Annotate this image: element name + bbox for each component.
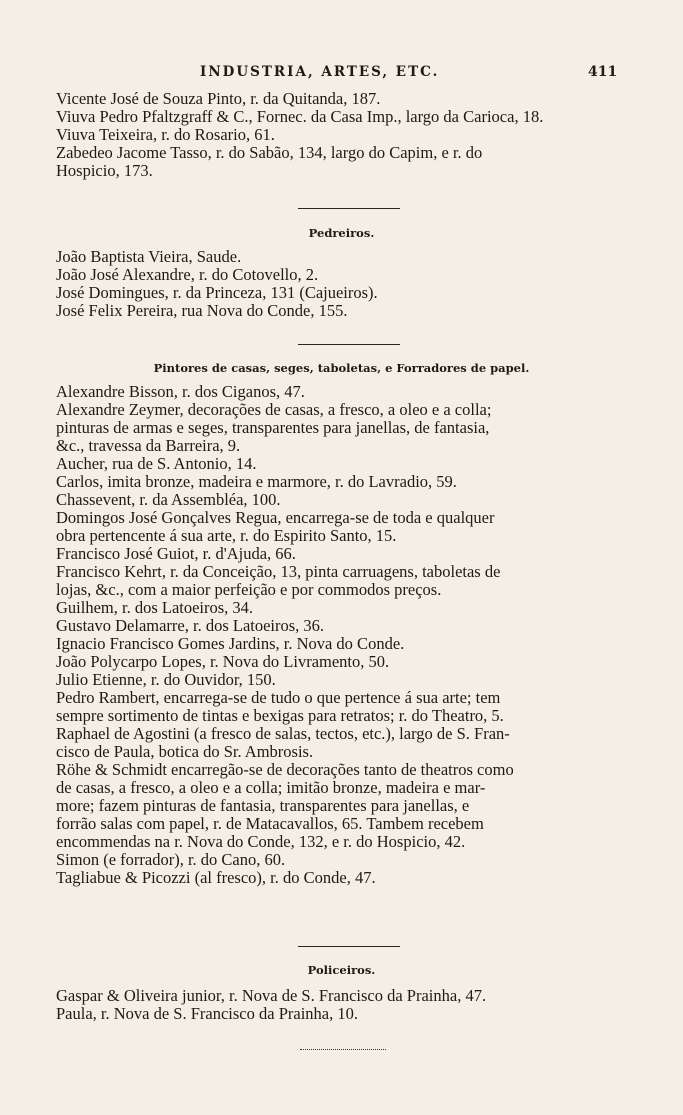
entry-line: José Domingues, r. da Princeza, 131 (Cajueiros). — [56, 283, 378, 302]
pedreiros-list — [56, 248, 636, 320]
list-item — [56, 491, 636, 509]
section-title-policeiros: Policeiros. — [307, 963, 376, 977]
list-item — [56, 284, 636, 302]
entry-line: Chassevent, r. da Assembléa, 100. — [56, 490, 281, 509]
entry-line: Viuva Pedro Pfaltzgraff & C., Fornec. da Casa Imp., largo da Carioca, 18. — [56, 107, 544, 126]
top-entry-list — [56, 90, 636, 180]
entry-line: Carlos, imita bronze, madeira e marmore, r. do Lavradio, 59. — [56, 472, 457, 491]
entry-line: José Felix Pereira, rua Nova do Conde, 155. — [56, 301, 348, 320]
list-item — [56, 689, 636, 725]
list-item — [56, 761, 636, 851]
list-item — [56, 401, 636, 455]
entry-line: Hospicio, 173. — [56, 161, 153, 180]
list-item — [56, 473, 636, 491]
entry-line: Alexandre Zeymer, decorações de casas, a fresco, a oleo e a colla; — [56, 400, 492, 419]
list-item — [56, 851, 636, 869]
section-title-pedreiros: Pedreiros. — [308, 226, 375, 240]
entry-line: Tagliabue & Picozzi (al fresco), r. do Conde, 47. — [56, 868, 376, 887]
list-item — [56, 599, 636, 617]
entry-line: more; fazem pinturas de fantasia, transparentes para janellas, e — [56, 796, 470, 815]
entry-line: João Baptista Vieira, Saude. — [56, 247, 242, 266]
section-title-pintores: Pintores de casas, seges, taboletas, e Forradores de papel. — [153, 361, 530, 375]
entry-line: Aucher, rua de S. Antonio, 14. — [56, 454, 257, 473]
list-item — [56, 108, 636, 126]
list-item — [56, 90, 636, 108]
entry-line: &c., travessa da Barreira, 9. — [56, 436, 241, 455]
entry-line: lojas, &c., com a maior perfeição e por commodos preços. — [56, 580, 442, 599]
entry-line: Gustavo Delamarre, r. dos Latoeiros, 36. — [56, 616, 325, 635]
list-item — [56, 563, 636, 599]
section-divider — [298, 946, 400, 947]
entry-line: forrão salas com papel, r. de Matacavallos, 65. Tambem recebem — [56, 814, 484, 833]
entry-line: de casas, a fresco, a oleo e a colla; imitão bronze, madeira e mar- — [56, 778, 486, 797]
entry-line: Paula, r. Nova de S. Francisco da Prainha, 10. — [56, 1004, 358, 1023]
list-item — [56, 987, 636, 1005]
entry-line: João José Alexandre, r. do Cotovello, 2. — [56, 265, 319, 284]
entry-line: Viuva Teixeira, r. do Rosario, 61. — [56, 125, 275, 144]
entry-line: Julio Etienne, r. do Ouvidor, 150. — [56, 670, 276, 689]
end-rule — [300, 1049, 386, 1050]
list-item — [56, 455, 636, 473]
list-item — [56, 671, 636, 689]
entry-line: Alexandre Bisson, r. dos Ciganos, 47. — [56, 382, 305, 401]
list-item — [56, 383, 636, 401]
list-item — [56, 1005, 636, 1023]
list-item — [56, 248, 636, 266]
list-item — [56, 266, 636, 284]
list-item — [56, 302, 636, 320]
entry-line: João Polycarpo Lopes, r. Nova do Livramento, 50. — [56, 652, 390, 671]
entry-line: cisco de Paula, botica do Sr. Ambrosis. — [56, 742, 314, 761]
list-item — [56, 144, 636, 180]
list-item — [56, 869, 636, 887]
entry-line: Röhe & Schmidt encarregão-se de decorações tanto de theatros como — [56, 760, 514, 779]
entry-line: Guilhem, r. dos Latoeiros, 34. — [56, 598, 254, 617]
pintores-list — [56, 383, 636, 887]
section-divider — [298, 208, 400, 209]
entry-line: Raphael de Agostini (a fresco de salas, tectos, etc.), largo de S. Fran- — [56, 724, 510, 743]
entry-line: Gaspar & Oliveira junior, r. Nova de S. Francisco da Prainha, 47. — [56, 986, 487, 1005]
list-item — [56, 653, 636, 671]
page-number: 411 — [588, 64, 618, 80]
entry-line: Vicente José de Souza Pinto, r. da Quitanda, 187. — [56, 89, 381, 108]
policeiros-list — [56, 987, 636, 1023]
entry-line: pinturas de armas e seges, transparentes para janellas, de fantasia, — [56, 418, 490, 437]
entry-line: Francisco Kehrt, r. da Conceição, 13, pinta carruagens, taboletas de — [56, 562, 501, 581]
list-item — [56, 725, 636, 761]
entry-line: Pedro Rambert, encarrega-se de tudo o que pertence á sua arte; tem — [56, 688, 501, 707]
entry-line: Francisco José Guiot, r. d'Ajuda, 66. — [56, 544, 296, 563]
entry-line: encommendas na r. Nova do Conde, 132, e r. do Hospicio, 42. — [56, 832, 466, 851]
section-divider — [298, 344, 400, 345]
entry-line: obra pertencente á sua arte, r. do Espirito Santo, 15. — [56, 526, 397, 545]
running-head: INDUSTRIA, ARTES, ETC. — [200, 64, 440, 80]
entry-line: Zabedeo Jacome Tasso, r. do Sabão, 134, largo do Capim, e r. do — [56, 143, 483, 162]
entry-line: Ignacio Francisco Gomes Jardins, r. Nova do Conde. — [56, 634, 405, 653]
list-item — [56, 126, 636, 144]
list-item — [56, 635, 636, 653]
entry-line: Domingos José Gonçalves Regua, encarrega-se de toda e qualquer — [56, 508, 495, 527]
list-item — [56, 509, 636, 545]
page-header — [0, 64, 683, 86]
list-item — [56, 545, 636, 563]
entry-line: Simon (e forrador), r. do Cano, 60. — [56, 850, 286, 869]
list-item — [56, 617, 636, 635]
entry-line: sempre sortimento de tintas e bexigas para retratos; r. do Theatro, 5. — [56, 706, 504, 725]
